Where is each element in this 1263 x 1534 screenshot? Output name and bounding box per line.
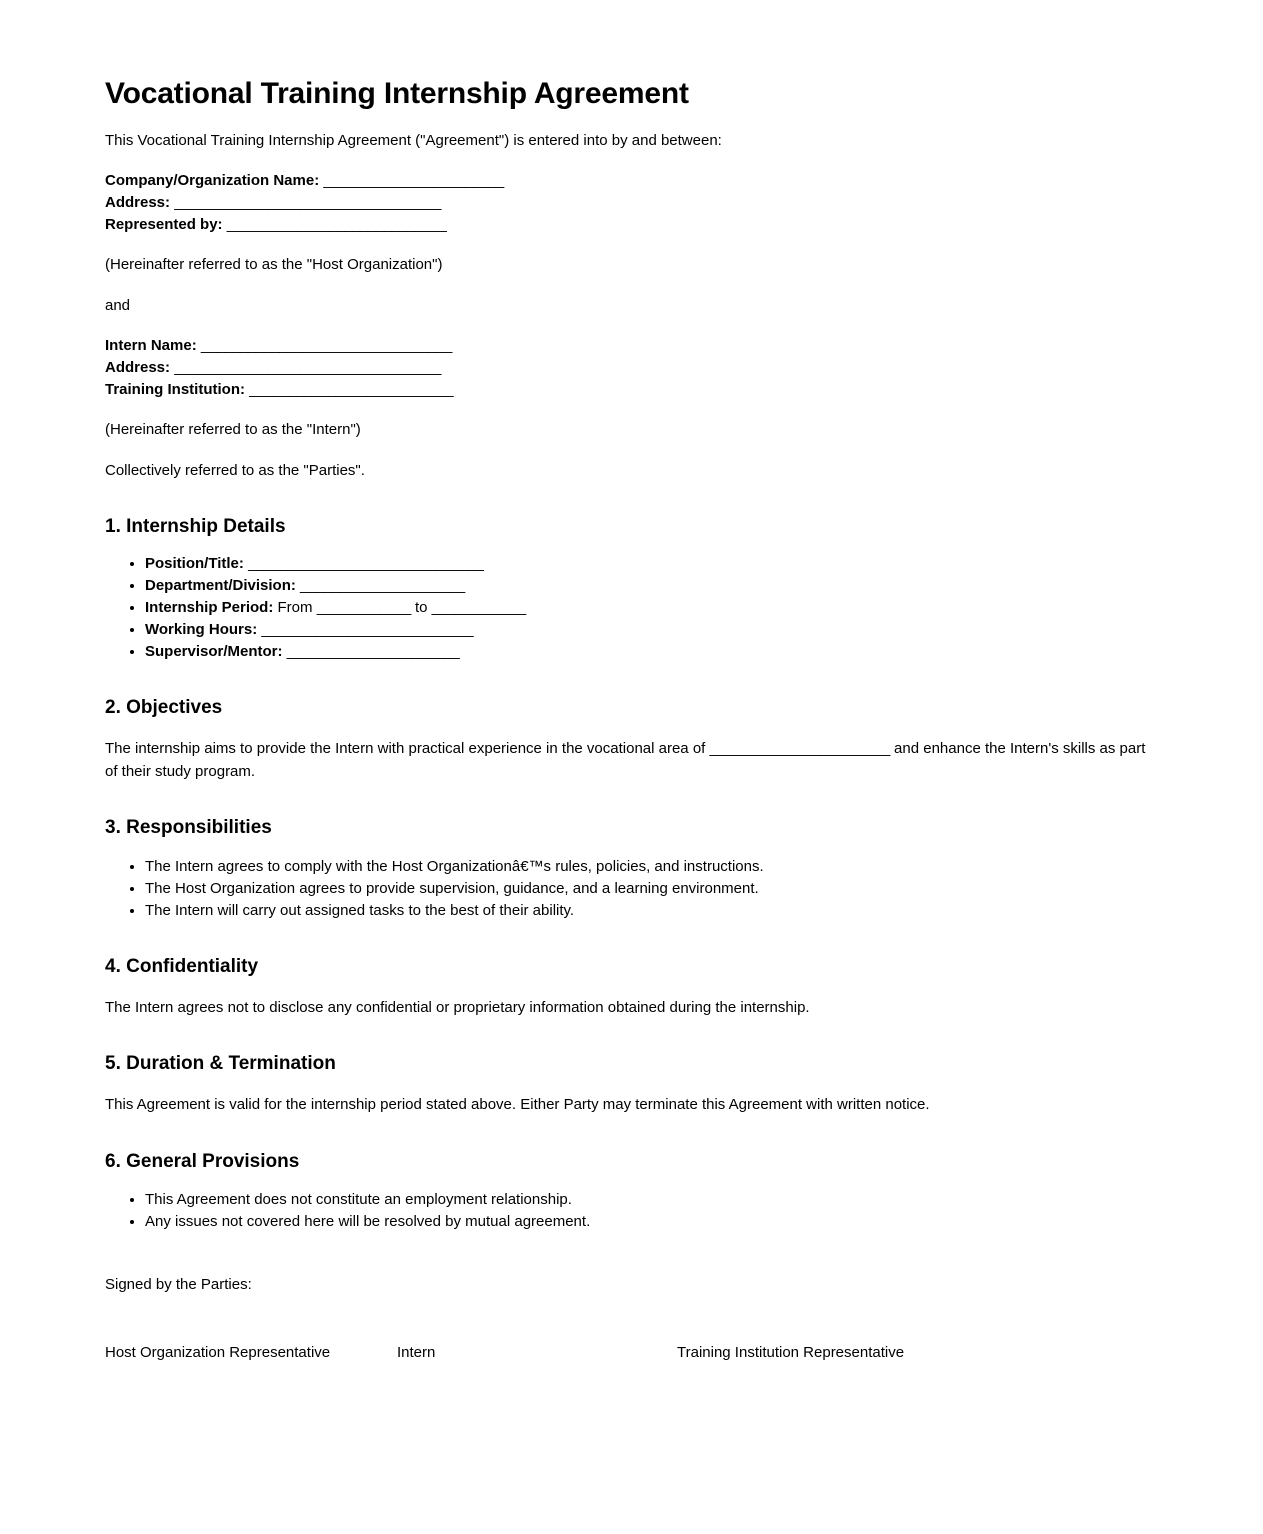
list-item: • The Host Organization agrees to provide supervision, guidance, and a learning environment.	[145, 878, 1147, 900]
list-item: • The Intern will carry out assigned tasks to the best of their ability.	[145, 900, 1147, 922]
section-heading-general-provisions: 6. General Provisions	[105, 1150, 300, 1172]
signature-label-training-institution-representative: Training Institution Representative	[677, 1344, 905, 1362]
detail-period-to-text: to	[410, 599, 432, 617]
general-provisions-list	[105, 1173, 1147, 1233]
list-item	[145, 641, 1147, 663]
field-represented-by	[105, 214, 1147, 236]
objectives-text-after: and enhance the Intern's skills as part of their study program.	[105, 740, 1146, 780]
section-heading-internship-details: 1. Internship Details	[105, 516, 286, 538]
detail-supervisor-label: Supervisor/Mentor:	[145, 643, 283, 661]
field-intern-address-blank[interactable]: __________________________________	[174, 359, 441, 377]
list-item: • This Agreement does not constitute an employment relationship.	[145, 1189, 1147, 1211]
field-training-institution-label: Training Institution:	[105, 381, 245, 399]
signature-row	[105, 1342, 1147, 1382]
field-host-address	[105, 192, 1147, 214]
field-training-institution	[105, 379, 1147, 401]
objectives-paragraph	[105, 720, 1147, 783]
detail-position-label: Position/Title:	[145, 555, 244, 573]
confidentiality-paragraph: The Intern agrees not to disclose any confidential or proprietary information obtained during the internship.	[105, 998, 810, 1016]
section-heading-responsibilities: 3. Responsibilities	[105, 817, 272, 839]
detail-position-blank[interactable]: ______________________________	[248, 555, 484, 573]
list-item: • The Intern agrees to comply with the Host Organizationâ€™s rules, policies, and instructions.	[145, 856, 1147, 878]
field-company-name	[105, 170, 1147, 192]
collectively-parties: Collectively referred to as the "Parties".	[105, 461, 365, 479]
list-item: • Any issues not covered here will be resolved by mutual agreement.	[145, 1211, 1147, 1233]
field-company-name-blank[interactable]: _______________________	[323, 172, 504, 189]
detail-supervisor-blank[interactable]: ______________________	[286, 643, 460, 661]
document-body	[105, 0, 1147, 1362]
detail-hours-blank[interactable]: ___________________________	[261, 621, 474, 639]
field-host-address-blank[interactable]: __________________________________	[174, 194, 441, 212]
intern-hereinafter: (Hereinafter referred to as the "Intern")	[105, 421, 361, 439]
detail-department-label: Department/Division:	[145, 577, 296, 595]
field-intern-address-label: Address:	[105, 359, 171, 377]
signed-by-parties-label: Signed by the Parties:	[105, 1275, 252, 1293]
field-intern-address	[105, 357, 1147, 379]
duration-paragraph: This Agreement is valid for the internship period stated above. Either Party may terminate this Agreement with written notice.	[105, 1096, 930, 1114]
detail-period-label: Internship Period:	[145, 599, 274, 617]
field-represented-by-label: Represented by:	[105, 216, 223, 234]
field-intern-name-blank[interactable]: ________________________________	[200, 337, 452, 355]
section-heading-duration-termination: 5. Duration & Termination	[105, 1053, 336, 1075]
responsibilities-list	[105, 840, 1147, 922]
page-title: Vocational Training Internship Agreement	[105, 77, 689, 110]
internship-details-list	[105, 539, 1147, 663]
objectives-blank[interactable]: _______________________	[709, 740, 890, 758]
section-heading-objectives: 2. Objectives	[105, 697, 223, 719]
field-company-name-label: Company/Organization Name:	[105, 172, 320, 189]
signature-label-intern: Intern	[397, 1344, 436, 1362]
objectives-text-before: The internship aims to provide the Intern with practical experience in the vocational area of	[105, 740, 710, 758]
field-represented-by-blank[interactable]: ____________________________	[226, 216, 447, 234]
detail-period-from-text: From	[273, 599, 317, 617]
field-host-address-label: Address:	[105, 194, 171, 212]
detail-department-blank[interactable]: _____________________	[300, 577, 465, 595]
field-training-institution-blank[interactable]: __________________________	[249, 381, 454, 399]
field-intern-name	[105, 335, 1147, 357]
detail-hours-label: Working Hours:	[145, 621, 258, 639]
detail-period-from-blank[interactable]: ____________	[316, 599, 411, 617]
list-item	[145, 575, 1147, 597]
intro-paragraph: This Vocational Training Internship Agreement ("Agreement") is entered into by and between:	[105, 131, 722, 149]
list-item	[145, 619, 1147, 641]
field-intern-name-label: Intern Name:	[105, 337, 197, 355]
detail-period-to-blank[interactable]: ____________	[431, 599, 526, 617]
list-item	[145, 553, 1147, 575]
list-item	[145, 597, 1147, 619]
intern-party-fields	[105, 317, 1147, 401]
host-hereinafter: (Hereinafter referred to as the "Host Organization")	[105, 256, 443, 274]
signature-label-host-representative: Host Organization Representative	[105, 1344, 331, 1362]
conjunction-and: and	[105, 296, 131, 314]
section-heading-confidentiality: 4. Confidentiality	[105, 956, 259, 978]
host-party-fields	[105, 152, 1147, 236]
